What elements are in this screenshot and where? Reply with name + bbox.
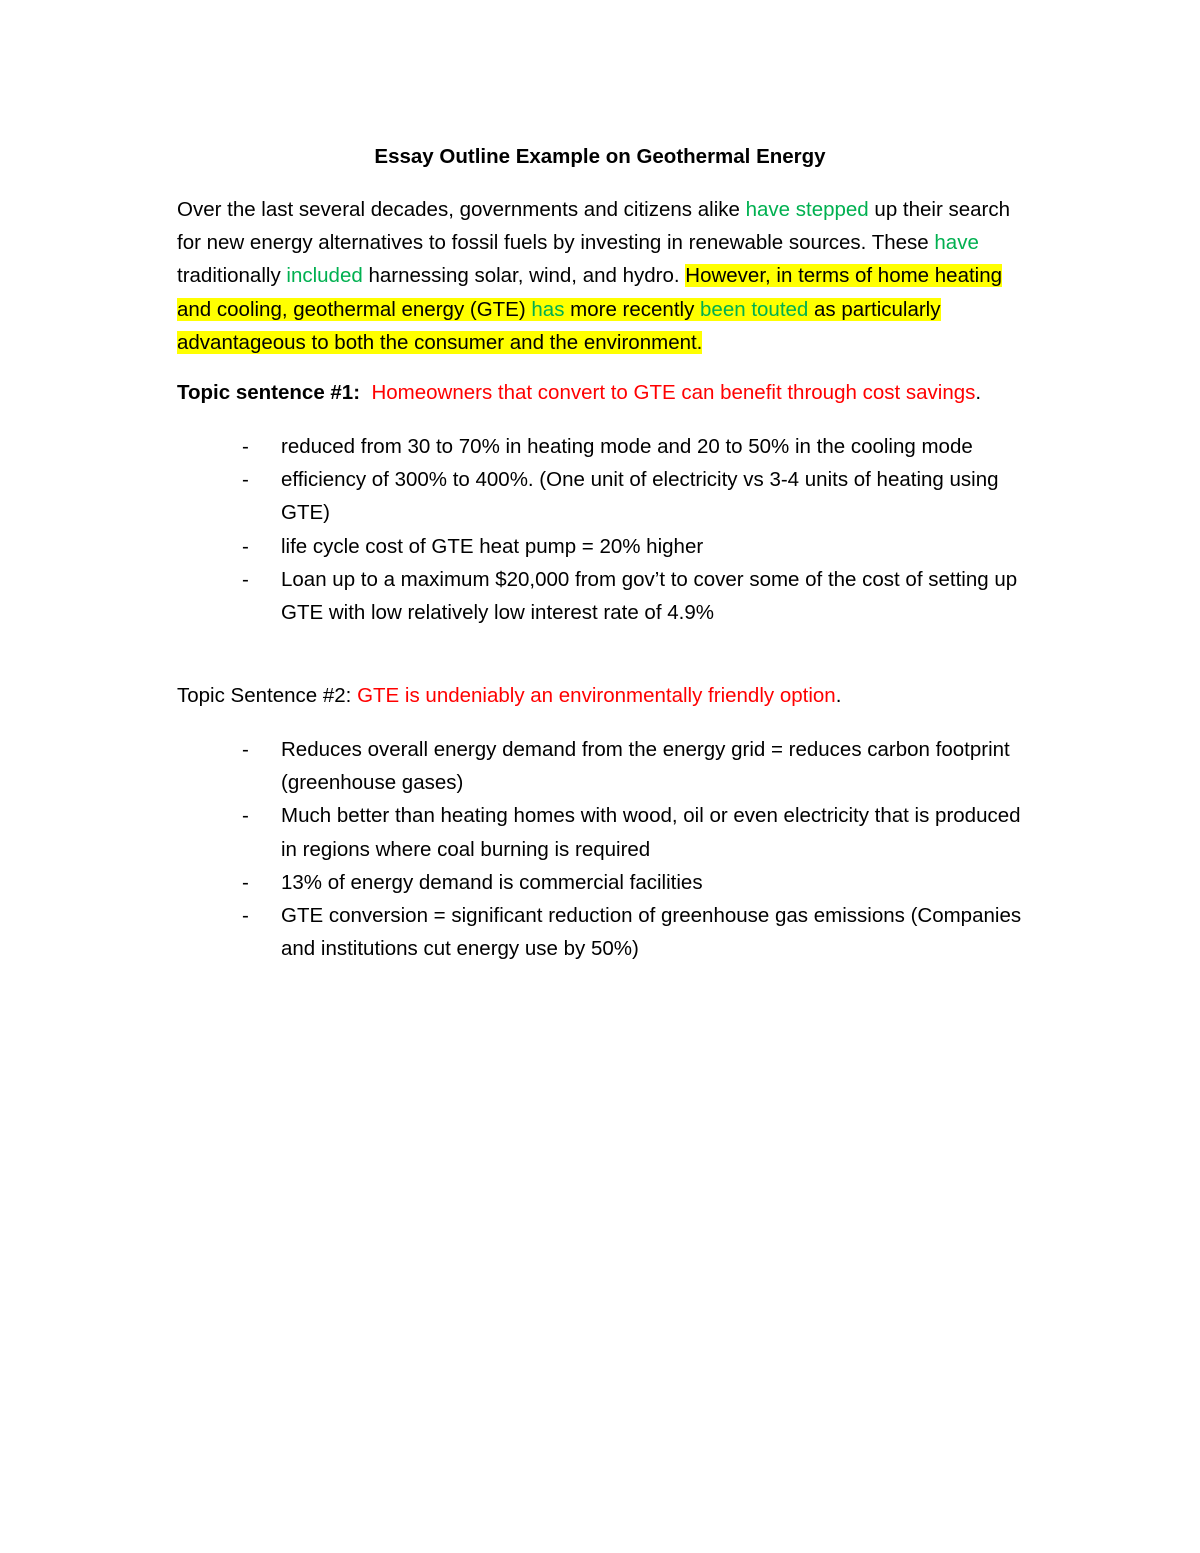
list-item <box>242 430 1032 463</box>
bullet-text: reduced from 30 to 70% in heating mode and 20 to 50% in the cooling mode <box>281 435 973 458</box>
intro-green-text: included <box>286 264 363 288</box>
topic-2-label: Topic Sentence #2: <box>177 684 352 707</box>
list-item <box>242 563 1032 629</box>
thesis-green-text: been touted <box>700 297 809 321</box>
topic-1-sentence: Homeowners that convert to GTE can benefit through cost savings <box>371 381 976 404</box>
list-item <box>242 733 1032 799</box>
intro-text: traditionally <box>177 264 287 288</box>
bullet-dash: - <box>242 904 249 928</box>
bullet-text: Loan up to a maximum $20,000 from gov’t to cover some of the cost of setting up GTE with low relatively low interest rate of 4.9% <box>281 567 1018 625</box>
list-item <box>242 530 1032 563</box>
thesis-text: However, in terms of home heating and cooling, geothermal energy (GTE) <box>177 264 1003 321</box>
topic-sentence-1 <box>177 378 1037 408</box>
bullet-dash: - <box>242 534 249 558</box>
bullet-dash: - <box>242 468 249 492</box>
bullet-text: efficiency of 300% to 400%. (One unit of electricity vs 3-4 units of heating using GTE) <box>281 468 999 525</box>
topic-2-sentence: GTE is undeniably an environmentally friendly option <box>357 684 836 707</box>
bullet-dash: - <box>242 870 249 894</box>
list-item <box>242 866 1032 899</box>
bullet-text: life cycle cost of GTE heat pump = 20% higher <box>281 534 704 558</box>
thesis-green-text: has <box>531 297 565 321</box>
intro-text: Over the last several decades, governments and citizens alike <box>177 198 746 221</box>
intro-text: up their search for new energy alternatives to fossil fuels by investing in renewable sources. These <box>177 198 1011 255</box>
thesis-text: more recently <box>564 297 701 321</box>
bullet-text: Reduces overall energy demand from the energy grid = reduces carbon footprint (greenhouse gases) <box>281 738 1010 795</box>
bullet-text: GTE conversion = significant reduction of greenhouse gas emissions (Companies and institutions cut energy use by 50%) <box>281 904 1022 961</box>
bullet-dash: - <box>242 804 249 828</box>
list-item <box>242 799 1032 865</box>
bullet-text: 13% of energy demand is commercial facilities <box>281 870 703 894</box>
topic-sentence-2 <box>177 681 1037 711</box>
bullet-dash: - <box>242 435 249 458</box>
topic-2-bullet-list <box>242 733 1032 965</box>
topic-1-period: . <box>975 381 982 404</box>
bullet-dash: - <box>242 567 249 591</box>
bullet-text: Much better than heating homes with wood, oil or even electricity that is produced in regions where coal burning is required <box>281 804 1021 861</box>
bullet-dash: - <box>242 738 249 761</box>
intro-green-text: have <box>934 231 979 255</box>
thesis-text: as particularly advantageous to both the consumer and the environment. <box>177 297 941 354</box>
topic-2-period: . <box>835 684 842 707</box>
intro-green-text: have stepped <box>745 198 869 221</box>
document-title: Essay Outline Example on Geothermal Energy <box>374 145 826 168</box>
list-item <box>242 899 1032 965</box>
list-item <box>242 463 1032 529</box>
topic-1-bullet-list <box>242 430 1032 629</box>
intro-text: harnessing solar, wind, and hydro. <box>362 264 686 288</box>
topic-1-label: Topic sentence #1: <box>177 381 361 404</box>
intro-paragraph <box>177 193 1017 359</box>
